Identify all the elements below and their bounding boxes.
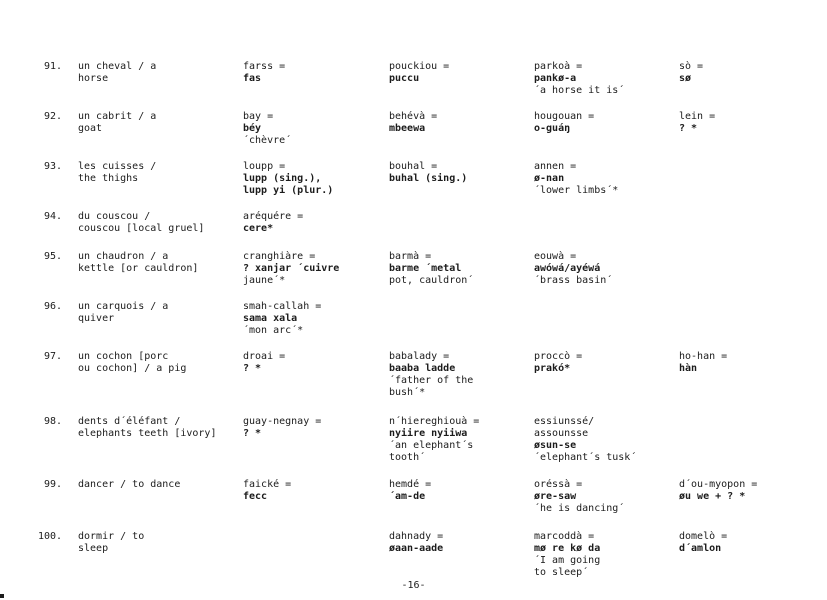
source-column-2 bbox=[389, 479, 529, 503]
gloss-line: un carquois / a bbox=[78, 301, 169, 312]
gloss-line: horse bbox=[78, 73, 109, 84]
transcription-line: d´amlon bbox=[679, 543, 722, 554]
entry-gloss bbox=[78, 479, 243, 491]
form-line: bay = bbox=[243, 111, 274, 122]
entry-number: 100. bbox=[38, 531, 63, 542]
form-line: proccò = bbox=[534, 351, 583, 362]
form-line: eouwà = bbox=[534, 251, 577, 262]
source-column-3 bbox=[534, 351, 674, 375]
form-line: barmà = bbox=[389, 251, 432, 262]
transcription-line: ´am-de bbox=[389, 491, 426, 502]
form-line: loupp = bbox=[243, 161, 286, 172]
entry-number: 92. bbox=[44, 111, 63, 122]
source-column-1 bbox=[243, 61, 383, 85]
transcription-line: hàn bbox=[679, 363, 698, 374]
form-line: tooth´ bbox=[389, 452, 426, 463]
source-column-2 bbox=[389, 416, 529, 464]
entry-gloss bbox=[78, 211, 243, 235]
source-column-1 bbox=[243, 161, 383, 197]
form-line: ´he is dancing´ bbox=[534, 503, 625, 514]
source-column-4 bbox=[679, 351, 819, 375]
source-column-4 bbox=[679, 111, 819, 135]
page-number: -16- bbox=[401, 580, 426, 591]
transcription-line: sø bbox=[679, 73, 692, 84]
form-line: aréquére = bbox=[243, 211, 304, 222]
gloss-line: sleep bbox=[78, 543, 109, 554]
source-column-3 bbox=[534, 531, 674, 579]
form-line: smah-callah = bbox=[243, 301, 322, 312]
transcription-line: øaan-aade bbox=[389, 543, 444, 554]
form-line: ho-han = bbox=[679, 351, 728, 362]
form-line: oréssà = bbox=[534, 479, 583, 490]
entry-number: 93. bbox=[44, 161, 63, 172]
gloss-line: the thighs bbox=[78, 173, 139, 184]
transcription-line: lupp (sing.), bbox=[243, 173, 322, 184]
source-column-1 bbox=[243, 111, 383, 147]
transcription-line: ø-nan bbox=[534, 173, 565, 184]
form-line: pouckiou = bbox=[389, 61, 450, 72]
transcription-line: pankø-a bbox=[534, 73, 577, 84]
transcription-line: ? * bbox=[679, 123, 698, 134]
form-line: jaune´* bbox=[243, 275, 286, 286]
transcription-line: lupp yi (plur.) bbox=[243, 185, 334, 196]
transcription-line: sama xala bbox=[243, 313, 298, 324]
form-line: essiunssé/ bbox=[534, 416, 595, 427]
entry-gloss bbox=[78, 61, 243, 85]
source-column-2 bbox=[389, 111, 529, 135]
form-line: ´father of the bbox=[389, 375, 474, 386]
gloss-line: quiver bbox=[78, 313, 115, 324]
transcription-line: øsun-se bbox=[534, 440, 577, 451]
gloss-line: du couscou / bbox=[78, 211, 151, 222]
form-line: assounsse bbox=[534, 428, 589, 439]
entry-number: 94. bbox=[44, 211, 63, 222]
form-line: n´hiereghiouà = bbox=[389, 416, 480, 427]
gloss-line: ou cochon] / a pig bbox=[78, 363, 187, 374]
form-line: behévà = bbox=[389, 111, 438, 122]
transcription-line: cere* bbox=[243, 223, 274, 234]
source-column-3 bbox=[534, 111, 674, 135]
entry-number: 97. bbox=[44, 351, 63, 362]
source-column-4 bbox=[679, 531, 819, 555]
form-line: ´I am going bbox=[534, 555, 601, 566]
transcription-line: fecc bbox=[243, 491, 268, 502]
entry-number: 98. bbox=[44, 416, 63, 427]
transcription-line: béy bbox=[243, 123, 262, 134]
form-line: babalady = bbox=[389, 351, 450, 362]
entry-gloss bbox=[78, 301, 243, 325]
source-column-1 bbox=[243, 301, 383, 337]
form-line: lein = bbox=[679, 111, 716, 122]
source-column-2 bbox=[389, 161, 529, 185]
source-column-1 bbox=[243, 416, 383, 440]
gloss-line: un cochon [porc bbox=[78, 351, 169, 362]
entry-number: 95. bbox=[44, 251, 63, 262]
source-column-3 bbox=[534, 251, 674, 287]
form-line: ´lower limbs´* bbox=[534, 185, 619, 196]
form-line: farss = bbox=[243, 61, 286, 72]
form-line: marcoddà = bbox=[534, 531, 595, 542]
source-column-1 bbox=[243, 211, 383, 235]
form-line: pot, cauldron´ bbox=[389, 275, 474, 286]
form-line: dahnady = bbox=[389, 531, 444, 542]
entry-gloss bbox=[78, 161, 243, 185]
form-line: to sleep´ bbox=[534, 567, 589, 578]
entry-gloss bbox=[78, 111, 243, 135]
transcription-line: ? xanjar ´cuivre bbox=[243, 263, 340, 274]
form-line: droai = bbox=[243, 351, 286, 362]
transcription-line: øu we + ? * bbox=[679, 491, 746, 502]
gloss-line: un cheval / a bbox=[78, 61, 157, 72]
source-column-1 bbox=[243, 351, 383, 375]
form-line: domelò = bbox=[679, 531, 728, 542]
entry-number: 96. bbox=[44, 301, 63, 312]
source-column-4 bbox=[679, 61, 819, 85]
entry-gloss bbox=[78, 251, 243, 275]
entry-number: 91. bbox=[44, 61, 63, 72]
transcription-line: buhal (sing.) bbox=[389, 173, 468, 184]
entry-gloss bbox=[78, 531, 243, 555]
form-line: faické = bbox=[243, 479, 292, 490]
form-line: hemdé = bbox=[389, 479, 432, 490]
scan-mark bbox=[0, 594, 4, 598]
transcription-line: puccu bbox=[389, 73, 420, 84]
form-line: ´chèvre´ bbox=[243, 135, 292, 146]
transcription-line: ? * bbox=[243, 363, 262, 374]
source-column-2 bbox=[389, 61, 529, 85]
form-line: ´a horse it is´ bbox=[534, 85, 625, 96]
entry-gloss bbox=[78, 351, 243, 375]
form-line: hougouan = bbox=[534, 111, 595, 122]
gloss-line: elephants teeth [ivory] bbox=[78, 428, 217, 439]
transcription-line: mø re kø da bbox=[534, 543, 601, 554]
source-column-1 bbox=[243, 251, 383, 287]
form-line: annen = bbox=[534, 161, 577, 172]
form-line: bush´* bbox=[389, 387, 426, 398]
form-line: ´mon arc´* bbox=[243, 325, 304, 336]
gloss-line: goat bbox=[78, 123, 103, 134]
form-line: d´ou-myopon = bbox=[679, 479, 758, 490]
source-column-3 bbox=[534, 416, 674, 464]
source-column-4 bbox=[679, 479, 819, 503]
gloss-line: les cuisses / bbox=[78, 161, 157, 172]
transcription-line: mbeewa bbox=[389, 123, 426, 134]
transcription-line: o-guáŋ bbox=[534, 123, 571, 134]
transcription-line: fas bbox=[243, 73, 262, 84]
form-line: cranghiàre = bbox=[243, 251, 316, 262]
transcription-line: øre-saw bbox=[534, 491, 577, 502]
transcription-line: barme ´metal bbox=[389, 263, 462, 274]
form-line: parkoà = bbox=[534, 61, 583, 72]
gloss-line: dormir / to bbox=[78, 531, 145, 542]
source-column-1 bbox=[243, 479, 383, 503]
source-column-3 bbox=[534, 61, 674, 97]
transcription-line: prakó* bbox=[534, 363, 571, 374]
gloss-line: un chaudron / a bbox=[78, 251, 169, 262]
source-column-2 bbox=[389, 531, 529, 555]
entry-number: 99. bbox=[44, 479, 63, 490]
gloss-line: couscou [local gruel] bbox=[78, 223, 205, 234]
form-line: bouhal = bbox=[389, 161, 438, 172]
transcription-line: nyiire nyiiwa bbox=[389, 428, 468, 439]
entry-gloss bbox=[78, 416, 243, 440]
transcription-line: ? * bbox=[243, 428, 262, 439]
transcription-line: awówá/ayéwá bbox=[534, 263, 601, 274]
form-line: ´an elephant´s bbox=[389, 440, 474, 451]
gloss-line: dancer / to dance bbox=[78, 479, 181, 490]
form-line: ´elephant´s tusk´ bbox=[534, 452, 637, 463]
transcription-line: baaba ladde bbox=[389, 363, 456, 374]
source-column-3 bbox=[534, 161, 674, 197]
gloss-line: un cabrit / a bbox=[78, 111, 157, 122]
source-column-2 bbox=[389, 251, 529, 287]
gloss-line: dents d´éléfant / bbox=[78, 416, 181, 427]
source-column-3 bbox=[534, 479, 674, 515]
form-line: sò = bbox=[679, 61, 704, 72]
form-line: ´brass basin´ bbox=[534, 275, 613, 286]
form-line: guay-negnay = bbox=[243, 416, 322, 427]
gloss-line: kettle [or cauldron] bbox=[78, 263, 199, 274]
source-column-2 bbox=[389, 351, 529, 399]
